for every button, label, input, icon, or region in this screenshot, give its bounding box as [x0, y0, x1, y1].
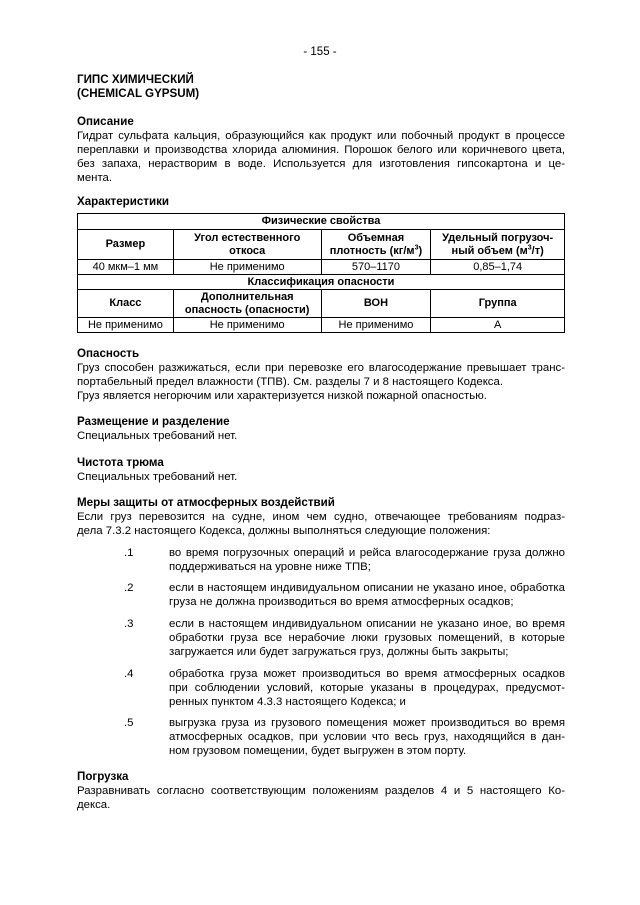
item-line: груза не должна производиться во время атмосферных осадков; — [169, 596, 514, 608]
characteristics-section — [77, 195, 565, 209]
stowage-heading: Размещение и разделение — [77, 415, 230, 428]
header-stowage-factor: Удельный погрузоч-ный объем $(м^3/т)$ — [431, 230, 565, 260]
item-number: .3 — [124, 618, 134, 630]
description-section — [77, 115, 565, 185]
header-bulk-density: Объемная плотность $(кг/м^3)$ — [321, 230, 431, 260]
item-number: .5 — [124, 717, 134, 729]
description-heading: Описание — [77, 115, 134, 128]
hazard-line: Груз способен разжижаться, если при перевозке его влагосодержание превышает транс- — [77, 362, 565, 374]
hazard-line: Груз является негорючим или характеризуется низкой пожарной опасностью. — [77, 390, 487, 402]
value-subsidiary-hazard: Не применимо — [173, 318, 321, 333]
stowage-text: Специальных требований нет. — [77, 430, 238, 442]
item-line: выгрузка груза из грузового помещения может производиться во время — [169, 717, 565, 729]
physical-properties-title: Физические свойства — [78, 214, 565, 230]
value-bulk-density: 570–1170 — [321, 260, 431, 275]
item-number: .4 — [124, 668, 134, 680]
page-number: - 155 - — [303, 46, 337, 58]
item-line: обработка груза может производиться во время атмосферных осадков — [169, 668, 565, 680]
header-angle-of-repose: Угол естественного откоса — [173, 230, 321, 260]
cargo-title — [77, 73, 199, 101]
value-stowage-factor: 0,85–1,74 — [431, 260, 565, 275]
header-size: Размер — [78, 230, 174, 260]
item-number: .2 — [124, 582, 134, 594]
header-subsidiary-hazard: Дополнительная опасность (опасности) — [173, 290, 321, 318]
hold-cleanliness-section — [77, 456, 565, 484]
value-group: А — [431, 318, 565, 333]
value-angle-of-repose: Не применимо — [173, 260, 321, 275]
item-line: обработки груза все нерабочие люки грузовых помещений, в которые — [169, 632, 565, 644]
description-line: переплавки и производства хлорида алюминия. Порошок белого или коричневого цвета, — [77, 144, 565, 156]
item-line: при соблюдении условий, которые указаны в процедурах, предусмот- — [169, 682, 565, 694]
item-number: .1 — [124, 547, 134, 559]
loading-heading: Погрузка — [77, 770, 129, 783]
item-line: если в настоящем индивидуальном описании не указано иное, обработка — [169, 582, 565, 594]
weather-line: Если груз перевозится на судне, ином чем судно, отвечающее требованиям подраз- — [77, 511, 565, 523]
hold-text: Специальных требований нет. — [77, 471, 238, 483]
item-line: загружается или будет загружаться груз, должны быть закрыты; — [169, 646, 509, 658]
description-line: мента. — [77, 172, 113, 184]
title-line-2: (CHEMICAL GYPSUM) — [77, 87, 200, 100]
loading-line: Разравнивать согласно соответствующим положениям разделов 4 и 5 настоящего Ко- — [77, 785, 565, 797]
description-line: без запаха, нерастворим в воде. Используется для изготовления гипсокартона и це- — [77, 158, 565, 170]
weather-line: дела 7.3.2 настоящего Кодекса, должны выполняться следующие положения: — [77, 525, 491, 537]
hazard-heading: Опасность — [77, 347, 140, 360]
header-class: Класс — [78, 290, 174, 318]
loading-line: декса. — [77, 799, 111, 811]
item-line: ренных пунктом 4.3.3 настоящего Кодекса; и — [169, 696, 406, 708]
weather-heading: Меры защиты от атмосферных воздействий — [77, 496, 335, 509]
value-mhb: Не применимо — [321, 318, 431, 333]
item-line: ном грузовом помещении, будет выгружен в этом порту. — [169, 745, 467, 757]
item-line: во время погрузочных операций и рейса влагосодержание груза должно — [169, 547, 565, 559]
characteristics-table — [77, 213, 565, 333]
stowage-section — [77, 415, 565, 443]
hazard-section — [77, 347, 565, 403]
hazard-line: портабельный предел влажности (ТПВ). См. разделы 7 и 8 настоящего Кодекса. — [77, 376, 503, 388]
hold-heading: Чистота трюма — [77, 456, 164, 469]
title-line-1: ГИПС ХИМИЧЕСКИЙ — [77, 73, 194, 86]
header-group: Группа — [431, 290, 565, 318]
description-line: Гидрат сульфата кальция, образующийся как продукт или побочный продукт в процессе — [77, 130, 565, 142]
hazard-classification-title: Классификация опасности — [78, 275, 565, 290]
item-line: атмосферных осадков, при условии что весь груз, находящийся в дан- — [169, 731, 565, 743]
value-size: 40 мкм–1 мм — [78, 260, 174, 275]
value-class: Не применимо — [78, 318, 174, 333]
weather-section — [77, 496, 565, 538]
characteristics-heading: Характеристики — [77, 195, 170, 208]
header-mhb: ВОН — [321, 290, 431, 318]
loading-section — [77, 770, 565, 812]
item-line: если в настоящем индивидуальном описании не указано иное, во время — [169, 618, 565, 630]
item-line: поддерживаться на уровне ниже ТПВ; — [169, 561, 371, 573]
